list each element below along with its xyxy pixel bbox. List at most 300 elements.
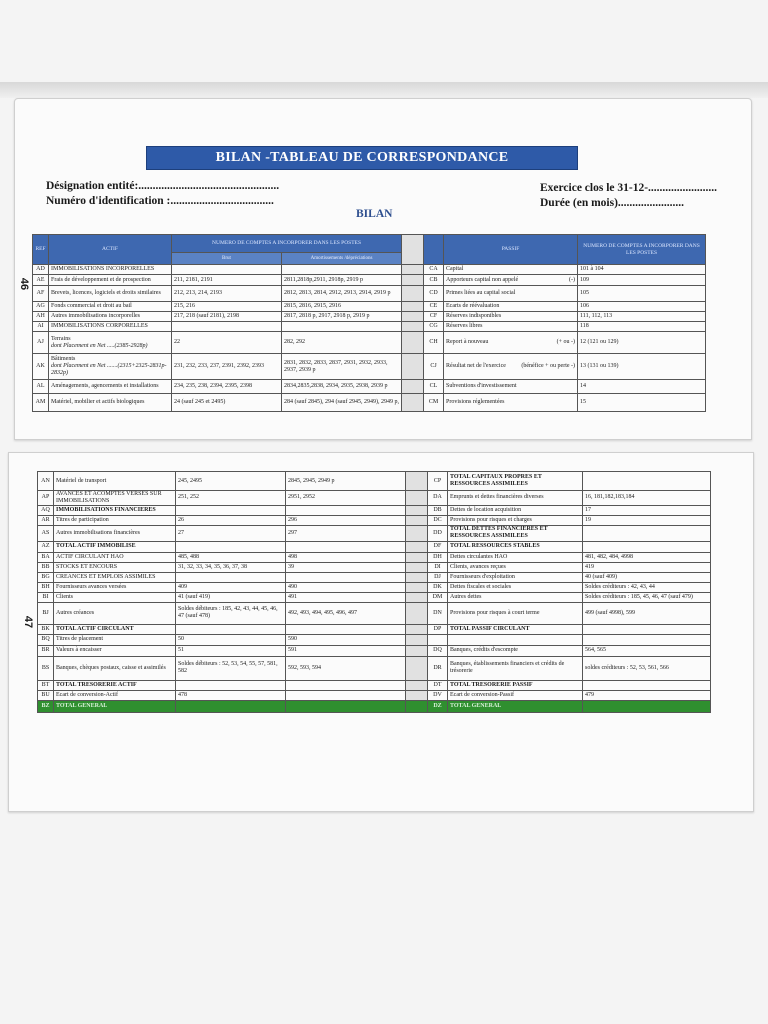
passif-label-text: TOTAL PASSIF CIRCULANT [450, 625, 530, 632]
comptes-brut: 485, 488 [176, 552, 286, 562]
passif-ref: DV [428, 690, 448, 700]
table-row [38, 680, 711, 690]
comptes-passif: soldes créditeurs : 52, 53, 561, 566 [583, 656, 711, 680]
passif-ref: DC [428, 515, 448, 525]
actif-ref: AR [38, 515, 54, 525]
comptes-brut: 478 [176, 690, 286, 700]
actif-label [54, 690, 176, 700]
actif-label [54, 505, 176, 515]
page-number: 46 [18, 277, 31, 291]
actif-ref: AE [33, 275, 49, 286]
comptes-passif: 105 [578, 286, 706, 302]
duree-field: Durée (en mois)....................... [540, 197, 685, 209]
actif-ref: BH [38, 582, 54, 592]
spacer-cell [402, 332, 424, 354]
comptes-passif: 564, 565 [583, 645, 711, 656]
actif-ref: AQ [38, 505, 54, 515]
passif-ref: DQ [428, 645, 448, 656]
actif-ref: AN [38, 472, 54, 491]
spacer-cell [406, 472, 428, 491]
spacer-cell [402, 380, 424, 394]
passif-label-text: Dettes fiscales et sociales [450, 583, 512, 590]
spacer-cell [406, 700, 428, 712]
actif-ref: BU [38, 690, 54, 700]
comptes-amort: 2845, 2945, 2949 p [286, 472, 406, 491]
passif-label [444, 322, 578, 332]
actif-label-text: ACTIF CIRCULANT HAO [56, 553, 124, 560]
comptes-amort: 284 (sauf 2845), 294 (sauf 2945, 2949), 2949 p, [282, 394, 402, 412]
passif-ref: DI [428, 562, 448, 572]
comptes-amort: 592, 593, 594 [286, 656, 406, 680]
page-number: 47 [22, 615, 35, 629]
comptes-brut: 215, 216 [172, 302, 282, 312]
actif-label-text: CREANCES ET EMPLOIS ASSIMILES [56, 573, 156, 580]
comptes-passif: 109 [578, 275, 706, 286]
comptes-passif: 14 [578, 380, 706, 394]
comptes-amort: 491 [286, 592, 406, 602]
spacer-cell [406, 552, 428, 562]
spacer-cell [406, 582, 428, 592]
actif-ref: AF [33, 286, 49, 302]
passif-ref: DN [428, 602, 448, 624]
actif-label [49, 265, 172, 275]
comptes-amort [286, 624, 406, 634]
bilan-table-bottom [37, 471, 711, 713]
actif-label-text: TOTAL ACTIF IMMOBILISE [56, 543, 136, 550]
actif-label-text: AVANCES ET ACOMPTES VERSES SUR IMMOBILISATIONS [56, 491, 162, 504]
spacer-cell [406, 572, 428, 582]
passif-label [448, 592, 583, 602]
comptes-amort: 490 [286, 582, 406, 592]
comptes-brut: 51 [176, 645, 286, 656]
table-row [38, 541, 711, 552]
comptes-amort: 39 [286, 562, 406, 572]
passif-ref: CL [424, 380, 444, 394]
actif-label [49, 302, 172, 312]
comptes-passif [583, 634, 711, 645]
comptes-brut: 245, 2495 [176, 472, 286, 491]
comptes-amort: 2951, 2952 [286, 491, 406, 506]
exercice-field: Exercice clos le 31-12-........................ [540, 182, 718, 194]
comptes-amort: 498 [286, 552, 406, 562]
actif-label [49, 286, 172, 302]
actif-label-text: Banques, chèques postaux, caisse et assimilés [56, 664, 166, 671]
spacer-cell [406, 491, 428, 506]
header-ref: REF [33, 235, 49, 265]
actif-label [54, 562, 176, 572]
spacer-cell [406, 602, 428, 624]
comptes-amort [282, 322, 402, 332]
table-row [33, 394, 706, 412]
passif-label-text: Banques, crédits d'escompte [450, 647, 518, 654]
actif-label-text: Autres immobilisations incorporelles [51, 313, 140, 320]
actif-label-text: Bâtiments [51, 356, 76, 363]
comptes-brut: 31, 32, 33, 34, 35, 36, 37, 38 [176, 562, 286, 572]
passif-label-text: Capital [446, 266, 464, 273]
table-row [33, 275, 706, 286]
table-row [38, 582, 711, 592]
header-actif: ACTIF [49, 235, 172, 265]
passif-label-text: Primes liées au capital social [446, 290, 516, 297]
actif-ref: BR [38, 645, 54, 656]
table-row [38, 562, 711, 572]
actif-label [49, 332, 172, 354]
passif-label-text: TOTAL GENERAL [450, 702, 502, 709]
actif-ref: AK [33, 354, 49, 380]
spacer-cell [406, 562, 428, 572]
table-row [33, 265, 706, 275]
actif-label-text: TOTAL ACTIF CIRCULANT [56, 625, 134, 632]
actif-label [49, 312, 172, 322]
passif-label-text: Résultat net de l'exercice [446, 363, 506, 370]
actif-label-text: TOTAL TRESORERIE ACTIF [56, 681, 137, 688]
actif-label [54, 592, 176, 602]
comptes-amort [282, 265, 402, 275]
passif-ref: DJ [428, 572, 448, 582]
actif-label [49, 394, 172, 412]
passif-label [448, 515, 583, 525]
comptes-passif: 118 [578, 322, 706, 332]
passif-label [444, 286, 578, 302]
actif-label [54, 680, 176, 690]
actif-ref: AS [38, 525, 54, 541]
table-row [33, 322, 706, 332]
spacer-cell [402, 265, 424, 275]
passif-label [448, 582, 583, 592]
actif-ref: BQ [38, 634, 54, 645]
passif-label-note: (+ ou -) [556, 339, 576, 346]
spacer-cell [406, 656, 428, 680]
passif-label [444, 275, 578, 286]
comptes-brut: 212, 213, 214, 2193 [172, 286, 282, 302]
passif-label-text: TOTAL CAPITAUX PROPRES ET RESSOURCES ASSIMILEES [450, 474, 542, 487]
passif-label [448, 491, 583, 506]
comptes-passif: 17 [583, 505, 711, 515]
comptes-brut: Soldes débiteurs : 52, 53, 54, 55, 57, 581, 582 [176, 656, 286, 680]
comptes-passif: 479 [583, 690, 711, 700]
spacer-cell [402, 275, 424, 286]
comptes-brut: 234, 235, 238, 2394, 2395, 2398 [172, 380, 282, 394]
comptes-brut: 211, 2181, 2191 [172, 275, 282, 286]
actif-label [54, 602, 176, 624]
actif-label-text: IMMOBILISATIONS INCORPORELLES [51, 266, 155, 273]
passif-ref: DA [428, 491, 448, 506]
actif-label [54, 472, 176, 491]
passif-label-text: Banques, établissements financiers et crédits de trésorerie [450, 661, 565, 675]
passif-ref: CF [424, 312, 444, 322]
table-row [38, 624, 711, 634]
passif-label [448, 634, 583, 645]
actif-label [54, 656, 176, 680]
passif-label-text: Report à nouveau [446, 339, 489, 346]
passif-label [448, 541, 583, 552]
comptes-brut: 41 (sauf 419) [176, 592, 286, 602]
comptes-brut [172, 265, 282, 275]
header-comptes: NUMERO DE COMPTES A INCORPORER DANS LES POSTES [172, 235, 402, 253]
table-row [38, 491, 711, 506]
actif-ref: AD [33, 265, 49, 275]
actif-ref: AL [33, 380, 49, 394]
actif-ref: BS [38, 656, 54, 680]
passif-ref: DM [428, 592, 448, 602]
comptes-brut: 231, 232, 233, 237, 2391, 2392, 2393 [172, 354, 282, 380]
actif-ref: BA [38, 552, 54, 562]
table-row [38, 656, 711, 680]
comptes-amort: 2831, 2832, 2833, 2837, 2931, 2932, 2933, 2937, 2939 p [282, 354, 402, 380]
comptes-amort [286, 680, 406, 690]
table-row [33, 332, 706, 354]
actif-ref: BG [38, 572, 54, 582]
actif-ref: BB [38, 562, 54, 572]
actif-label-text: IMMOBILISATIONS CORPORELLES [51, 323, 148, 330]
spacer-cell [406, 680, 428, 690]
table-row [38, 505, 711, 515]
actif-label [54, 582, 176, 592]
passif-label [448, 562, 583, 572]
actif-label [54, 624, 176, 634]
passif-label-text: Ecart de conversion-Passif [450, 691, 514, 698]
comptes-amort: 2834,2835,2838, 2934, 2935, 2938, 2939 p [282, 380, 402, 394]
actif-label-text: Clients [56, 593, 74, 600]
table-row [38, 690, 711, 700]
actif-label [54, 552, 176, 562]
comptes-brut: 251, 252 [176, 491, 286, 506]
comptes-amort: 590 [286, 634, 406, 645]
table-row [33, 286, 706, 302]
comptes-passif: 419 [583, 562, 711, 572]
comptes-passif [583, 525, 711, 541]
actif-label-text: Autres créances [56, 609, 95, 616]
passif-label [448, 656, 583, 680]
comptes-brut: Soldes débiteurs : 185, 42, 43, 44, 45, 46, 47 (sauf 478) [176, 602, 286, 624]
comptes-amort: 296 [286, 515, 406, 525]
comptes-passif: 19 [583, 515, 711, 525]
passif-ref: DZ [428, 700, 448, 712]
spacer-cell [402, 286, 424, 302]
passif-label [444, 302, 578, 312]
passif-label [448, 472, 583, 491]
actif-ref: AJ [33, 332, 49, 354]
actif-sub-accounts: .....(2385-2928p) [106, 342, 148, 349]
passif-ref: CA [424, 265, 444, 275]
actif-ref: AP [38, 491, 54, 506]
passif-label [448, 624, 583, 634]
comptes-brut: 24 (sauf 245 et 2495) [172, 394, 282, 412]
passif-label-note: (-) [569, 276, 576, 283]
table-row [33, 312, 706, 322]
passif-label [448, 645, 583, 656]
comptes-brut: 50 [176, 634, 286, 645]
actif-label [54, 525, 176, 541]
comptes-brut: 22 [172, 332, 282, 354]
actif-ref: AM [33, 394, 49, 412]
actif-label [49, 322, 172, 332]
actif-label-text: Valeurs à encaisser [56, 647, 102, 654]
passif-label-text: Clients, avances reçues [450, 563, 506, 570]
comptes-amort: 2812, 2813, 2814, 2912, 2913, 2914, 2919 p [282, 286, 402, 302]
table-row [38, 592, 711, 602]
passif-label-text: Fournisseurs d'exploitation [450, 573, 515, 580]
actif-label [54, 645, 176, 656]
comptes-passif: 15 [578, 394, 706, 412]
actif-sub-accounts: .......(2315+2325-2831p-2832p) [51, 363, 167, 376]
comptes-brut [176, 541, 286, 552]
table-row [38, 472, 711, 491]
actif-label-text: Autres immobilisations financières [56, 529, 140, 536]
passif-ref: DH [428, 552, 448, 562]
actif-ref: AZ [38, 541, 54, 552]
actif-label-text: Matériel, mobilier et actifs biologiques [51, 399, 145, 406]
comptes-brut: 409 [176, 582, 286, 592]
table-row [33, 302, 706, 312]
comptes-passif: 481, 482, 484, 4998 [583, 552, 711, 562]
table-row [38, 515, 711, 525]
spacer-cell [406, 624, 428, 634]
passif-ref: DP [428, 624, 448, 634]
actif-label [54, 700, 176, 712]
table-row [38, 572, 711, 582]
spacer-cell [406, 592, 428, 602]
passif-ref: DR [428, 656, 448, 680]
comptes-brut [176, 680, 286, 690]
passif-label-text: Réserves libres [446, 323, 483, 330]
comptes-brut [176, 572, 286, 582]
passif-ref: CJ [424, 354, 444, 380]
comptes-amort: 282, 292 [282, 332, 402, 354]
comptes-amort: 591 [286, 645, 406, 656]
spacer-cell [406, 645, 428, 656]
page-edge [0, 82, 768, 98]
passif-label-text: Subventions d'investissement [446, 383, 517, 390]
actif-ref: BI [38, 592, 54, 602]
spacer-cell [406, 515, 428, 525]
comptes-passif: 40 (sauf 409) [583, 572, 711, 582]
spacer-cell [406, 690, 428, 700]
actif-label-text: Brevets, licences, logiciels et droits similaires [51, 290, 161, 297]
passif-ref: DT [428, 680, 448, 690]
comptes-passif [583, 472, 711, 491]
table-row [38, 552, 711, 562]
comptes-amort: 2815, 2816, 2915, 2916 [282, 302, 402, 312]
comptes-passif [583, 624, 711, 634]
passif-label [448, 552, 583, 562]
actif-label-text: IMMOBILISATIONS FINANCIERES [56, 506, 156, 513]
comptes-passif [583, 680, 711, 690]
header-ref-passif [424, 235, 444, 265]
spacer-cell [406, 634, 428, 645]
passif-label-text: TOTAL TRESORERIE PASSIF [450, 681, 533, 688]
comptes-amort: 297 [286, 525, 406, 541]
passif-label [444, 394, 578, 412]
passif-label [448, 602, 583, 624]
actif-label-text: Fonds commercial et droit au bail [51, 303, 132, 310]
passif-label [448, 525, 583, 541]
actif-ref: BK [38, 624, 54, 634]
actif-label [49, 380, 172, 394]
passif-label-text: Dettes circulantes HAO [450, 553, 508, 560]
table-row [38, 634, 711, 645]
header-amort: Amortissements /dépréciations [282, 253, 402, 265]
passif-ref: DK [428, 582, 448, 592]
comptes-passif: 101 à 104 [578, 265, 706, 275]
comptes-passif: Soldes créditeurs : 42, 43, 44 [583, 582, 711, 592]
passif-ref: CG [424, 322, 444, 332]
comptes-brut: 217, 218 (sauf 2181), 2198 [172, 312, 282, 322]
passif-label-text: Autres dettes [450, 593, 482, 600]
spacer-cell [402, 394, 424, 412]
spacer-cell [406, 525, 428, 541]
comptes-brut [176, 624, 286, 634]
actif-label-text: Titres de participation [56, 516, 109, 523]
spacer-cell [402, 322, 424, 332]
header-brut: Brut [172, 253, 282, 265]
table-row [33, 380, 706, 394]
passif-ref: CP [428, 472, 448, 491]
passif-label-text: Provisions pour risques et charges [450, 516, 532, 523]
actif-label-text: Terrains [51, 335, 71, 342]
passif-label-text: Réserves indisponibles [446, 313, 502, 320]
comptes-passif: 499 (sauf 4998), 599 [583, 602, 711, 624]
table-row [38, 700, 711, 712]
passif-label-note: (bénéfice + ou perte -) [521, 363, 576, 370]
passif-label-text: Ecarts de réévaluation [446, 303, 500, 310]
passif-label [444, 380, 578, 394]
actif-ref: BT [38, 680, 54, 690]
actif-label [49, 275, 172, 286]
table-row [38, 525, 711, 541]
actif-label [54, 634, 176, 645]
actif-label [54, 572, 176, 582]
designation-field: Désignation entité:................................................. [46, 180, 280, 192]
passif-label-text: Dettes de location acquisition [450, 506, 522, 513]
passif-ref: CE [424, 302, 444, 312]
spacer-cell [402, 354, 424, 380]
comptes-brut [172, 322, 282, 332]
actif-label-text: Aménagements, agencements et installations [51, 383, 159, 390]
bilan-table-top [32, 234, 706, 412]
actif-label [49, 354, 172, 380]
passif-label-text: TOTAL RESSOURCES STABLES [450, 543, 540, 550]
passif-label-text: Provisions réglementées [446, 399, 505, 406]
actif-label-text: Ecart de conversion-Actif [56, 691, 118, 698]
comptes-amort [286, 505, 406, 515]
actif-ref: BJ [38, 602, 54, 624]
header-comptes-passif: NUMERO DE COMPTES A INCORPORER DANS LES POSTES [578, 235, 706, 265]
comptes-brut [176, 505, 286, 515]
comptes-amort: 492, 493, 494, 495, 496, 497 [286, 602, 406, 624]
actif-label [54, 491, 176, 506]
comptes-brut: 26 [176, 515, 286, 525]
comptes-amort: 2817, 2818 p, 2917, 2918 p, 2919 p [282, 312, 402, 322]
passif-label-text: Provisions pour risques à court terme [450, 609, 540, 616]
table-row [33, 354, 706, 380]
comptes-passif: 16, 181,182,183,184 [583, 491, 711, 506]
comptes-amort [286, 572, 406, 582]
comptes-passif: 13 (131 ou 139) [578, 354, 706, 380]
passif-label [448, 690, 583, 700]
comptes-passif: 111, 112, 113 [578, 312, 706, 322]
comptes-passif: 106 [578, 302, 706, 312]
comptes-amort: 2811,2818p,2911, 2918p, 2919 p [282, 275, 402, 286]
comptes-brut: 27 [176, 525, 286, 541]
actif-sub-label: dont Placement en Net [51, 342, 106, 349]
spacer-cell [402, 302, 424, 312]
comptes-passif: Soldes créditeurs : 185, 45, 46, 47 (sauf 479) [583, 592, 711, 602]
actif-ref: AH [33, 312, 49, 322]
table-row [38, 602, 711, 624]
actif-label-text: TOTAL GENERAL [56, 702, 108, 709]
passif-ref: CH [424, 332, 444, 354]
